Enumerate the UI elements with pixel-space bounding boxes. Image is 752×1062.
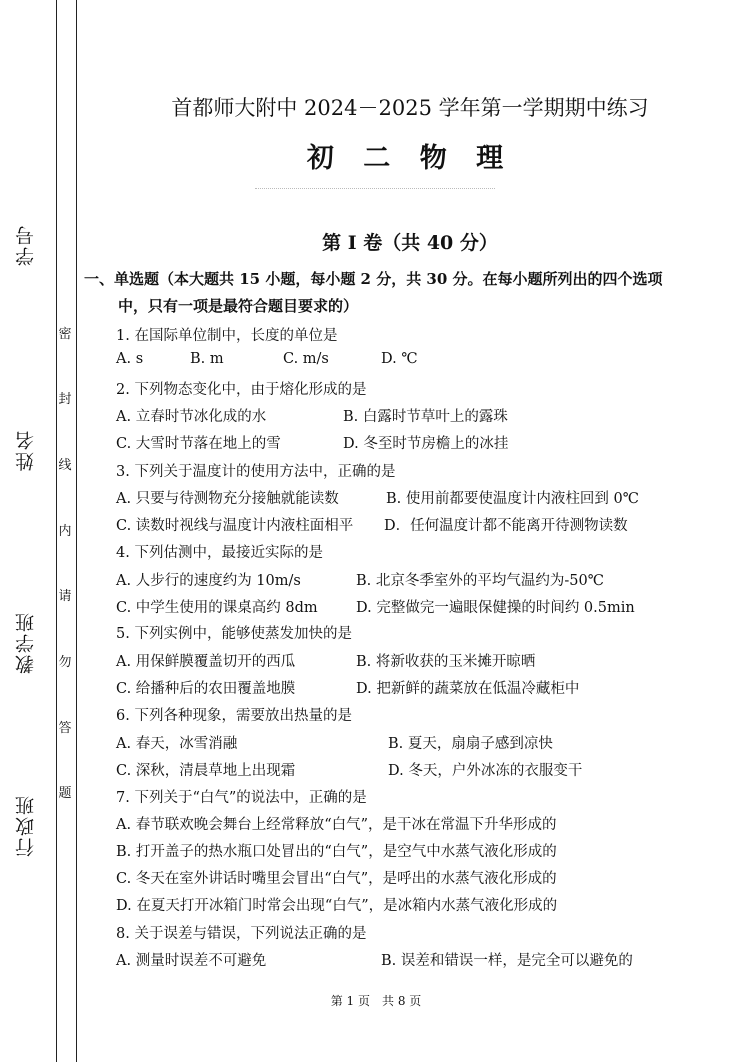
teaching-class-field [12,510,56,680]
question-6-option-a[interactable]: A. 春天，冰雪消融 [116,736,238,752]
question-6-stem: 6. 下列各种现象，需要放出热量的是 [116,708,352,724]
section-heading-line2: 中，只有一项是最符合题目要求的） [118,297,359,315]
question-3-option-a[interactable]: A. 只要与待测物充分接触就能读数 [116,491,339,507]
question-1-option-b[interactable]: B. m [190,351,224,367]
question-3-stem: 3. 下列关于温度计的使用方法中，正确的是 [116,464,396,480]
student-id-field [12,110,56,280]
question-5-option-d[interactable]: D. 把新鲜的蔬菜放在低温冷藏柜中 [356,681,580,697]
page-footer: 第 1 页 共 8 页 [330,994,422,1008]
question-4-option-c[interactable]: C. 中学生使用的课桌高约 8dm [116,600,318,616]
question-2-option-b[interactable]: B. 白露时节草叶上的露珠 [343,409,508,425]
question-8-option-a[interactable]: A. 测量时误差不可避免 [116,953,267,969]
teaching-class-label: 教学班 [15,611,37,674]
question-1-option-d[interactable]: D. ℃ [381,351,418,367]
question-8-option-b[interactable]: B. 误差和错误一样，是完全可以避免的 [381,953,633,969]
student-id-blank[interactable] [56,110,57,210]
section-heading [84,266,684,320]
student-id-label: 学号 [15,224,37,266]
question-7-option-a[interactable]: A. 春节联欢晚会舞台上经常释放“白气”，是干冰在常温下升华形成的 [116,817,557,833]
question-4-stem: 4. 下列估测中，最接近实际的是 [116,545,323,561]
question-1-stem: 1. 在国际单位制中，长度的单位是 [116,328,338,344]
question-5-option-a[interactable]: A. 用保鲜膜覆盖切开的西瓜 [116,654,296,670]
question-4-option-d[interactable]: D. 完整做完一遍眼保健操的时间约 0.5min [356,600,635,616]
question-2-option-d[interactable]: D. 冬至时节房檐上的冰挂 [343,436,509,452]
admin-class-field [12,705,56,865]
question-6-option-b[interactable]: B. 夏天，扇扇子感到凉快 [388,736,553,752]
question-5-option-b[interactable]: B. 将新收获的玉米摊开晾晒 [356,654,536,670]
seal-char: 勿 [58,655,72,670]
question-7-option-b[interactable]: B. 打开盖子的热水瓶口处冒出的“白气”，是空气中水蒸气液化形成的 [116,844,557,860]
section-heading-line1: 一、单选题（本大题共 15 小题，每小题 2 分，共 30 分。在每小题所列出的四个选项 [84,270,663,288]
question-1-option-a[interactable]: A. s [116,351,144,367]
question-3-option-c[interactable]: C. 读数时视线与温度计内液柱面相平 [116,518,354,534]
seal-char: 题 [58,786,72,801]
part-title: 第 I 卷（共 40 分） [322,232,498,254]
seal-char: 答 [58,721,72,736]
seal-char: 封 [58,392,72,407]
question-6-option-c[interactable]: C. 深秋，清晨草地上出现霜 [116,763,296,779]
admin-class-label: 行政班 [15,794,37,858]
question-3-option-d[interactable]: D．任何温度计都不能离开待测物读数 [384,518,628,534]
question-2-option-a[interactable]: A. 立春时节冰化成的水 [116,409,267,425]
question-4-option-a[interactable]: A. 人步行的速度约为 10m/s [116,573,301,589]
question-7-stem: 7. 下列关于“白气”的说法中，正确的是 [116,790,367,806]
seal-char: 密 [58,327,72,342]
question-5-option-c[interactable]: C. 给播种后的农田覆盖地膜 [116,681,296,697]
question-4-option-b[interactable]: B. 北京冬季室外的平均气温约为-50℃ [356,573,604,589]
exam-title: 首都师大附中 2024－2025 学年第一学期期中练习 [171,96,649,120]
question-5-stem: 5. 下列实例中，能够使蒸发加快的是 [116,626,352,642]
subject-title: 初 二 物 理 [306,143,514,174]
question-1-option-c[interactable]: C. m/s [283,351,329,367]
question-7-option-d[interactable]: D. 在夏天打开冰箱门时常会出现“白气”，是冰箱内水蒸气液化形成的 [116,898,558,914]
name-label: 姓名 [15,429,37,471]
seal-char: 内 [58,524,72,539]
name-field [12,330,56,480]
question-7-option-c[interactable]: C. 冬天在室外讲话时嘴里会冒出“白气”，是呼出的水蒸气液化形成的 [116,871,557,887]
seal-char: 请 [58,589,72,604]
question-3-option-b[interactable]: B. 使用前都要使温度计内液柱回到 0℃ [386,491,639,507]
question-2-option-c[interactable]: C. 大雪时节落在地上的雪 [116,436,281,452]
seal-char: 线 [58,458,72,473]
faint-divider [255,188,495,189]
question-8-stem: 8. 关于误差与错误，下列说法正确的是 [116,926,367,942]
margin-line-inner [76,0,77,1062]
question-2-stem: 2. 下列物态变化中，由于熔化形成的是 [116,382,367,398]
question-6-option-d[interactable]: D. 冬天，户外冰冻的衣服变干 [388,763,583,779]
